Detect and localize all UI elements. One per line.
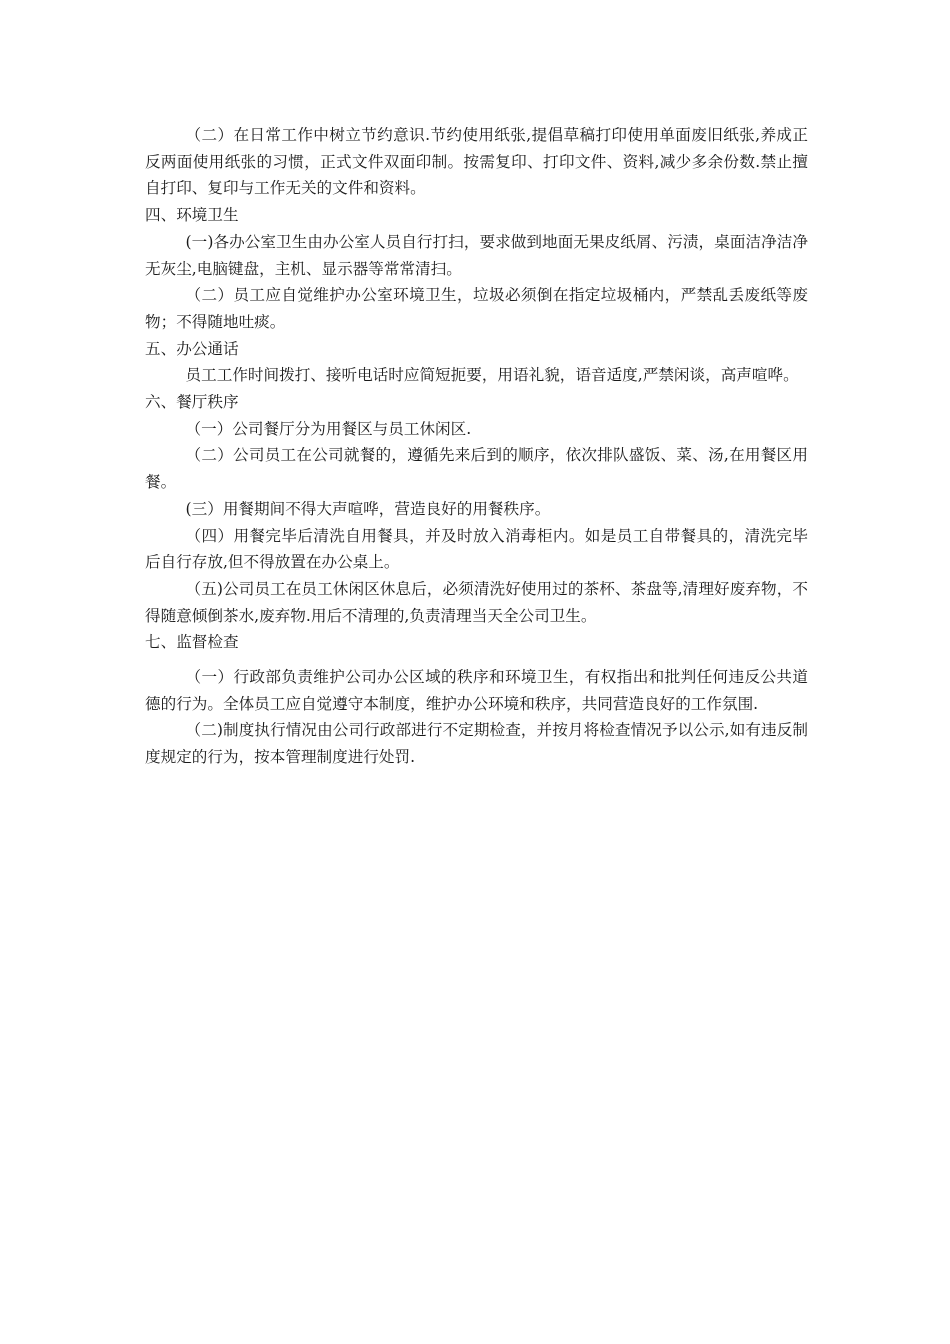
paragraph-lounge-cleanup: （五)公司员工在员工休闲区休息后，必须清洗好使用过的茶杯、茶盘等,清理好废弃物，不得随意倾倒茶水,废弃物.用后不清理的,负责清理当天全公司卫生。 xyxy=(145,579,808,625)
paragraph-canteen-quiet: (三）用餐期间不得大声喧哗，营造良好的用餐秩序。 xyxy=(185,499,551,518)
paragraph-phone-etiquette: 员工工作时间拨打、接听电话时应简短扼要，用语礼貌，语音适度,严禁闲谈，高声喧哗。 xyxy=(185,366,799,385)
paragraph-waste-disposal: （二）员工应自觉维护办公室环境卫生，垃圾必须倒在指定垃圾桶内，严禁乱丢废纸等废物；不得随地吐痰。 xyxy=(145,286,808,331)
section-heading-phone-calls: 五、办公通话 xyxy=(145,339,239,358)
paragraph-inspection: （二)制度执行情况由公司行政部进行不定期检查，并按月将检查情况予以公示,如有违反制度规定的行为，按本管理制度进行处罚. xyxy=(145,721,808,767)
paragraph-office-cleaning: (一)各办公室卫生由办公室人员自行打扫，要求做到地面无果皮纸屑、污渍，桌面洁净洁净无灰尘,电脑键盘，主机、显示器等常常清扫。 xyxy=(145,232,808,278)
section-heading-environment: 四、环境卫生 xyxy=(145,206,239,225)
document-page xyxy=(145,122,808,771)
paragraph-saving-awareness: （二）在日常工作中树立节约意识.节约使用纸张,提倡草稿打印使用单面废旧纸张,养成正反两面使用纸张的习惯，正式文件双面印制。按需复印、打印文件、资料,减少多余份数.禁止擅自打印、复印与工作无关的文件和资料。 xyxy=(145,126,808,198)
paragraph-canteen-queue: （二）公司员工在公司就餐的，遵循先来后到的顺序，依次排队盛饭、菜、汤,在用餐区用餐。 xyxy=(145,446,808,492)
paragraph-canteen-zones: （一）公司餐厅分为用餐区与员工休闲区. xyxy=(185,419,472,438)
section-heading-supervision: 七、监督检查 xyxy=(145,633,239,652)
section-heading-canteen: 六、餐厅秩序 xyxy=(145,393,239,412)
paragraph-admin-duties: （一）行政部负责维护公司办公区域的秩序和环境卫生，有权指出和批判任何违反公共道德的行为。全体员工应自觉遵守本制度，维护办公环境和秩序，共同营造良好的工作氛围. xyxy=(145,668,808,713)
paragraph-canteen-dishes: （四）用餐完毕后清洗自用餐具，并及时放入消毒柜内。如是员工自带餐具的，清洗完毕后自行存放,但不得放置在办公桌上。 xyxy=(145,526,808,572)
